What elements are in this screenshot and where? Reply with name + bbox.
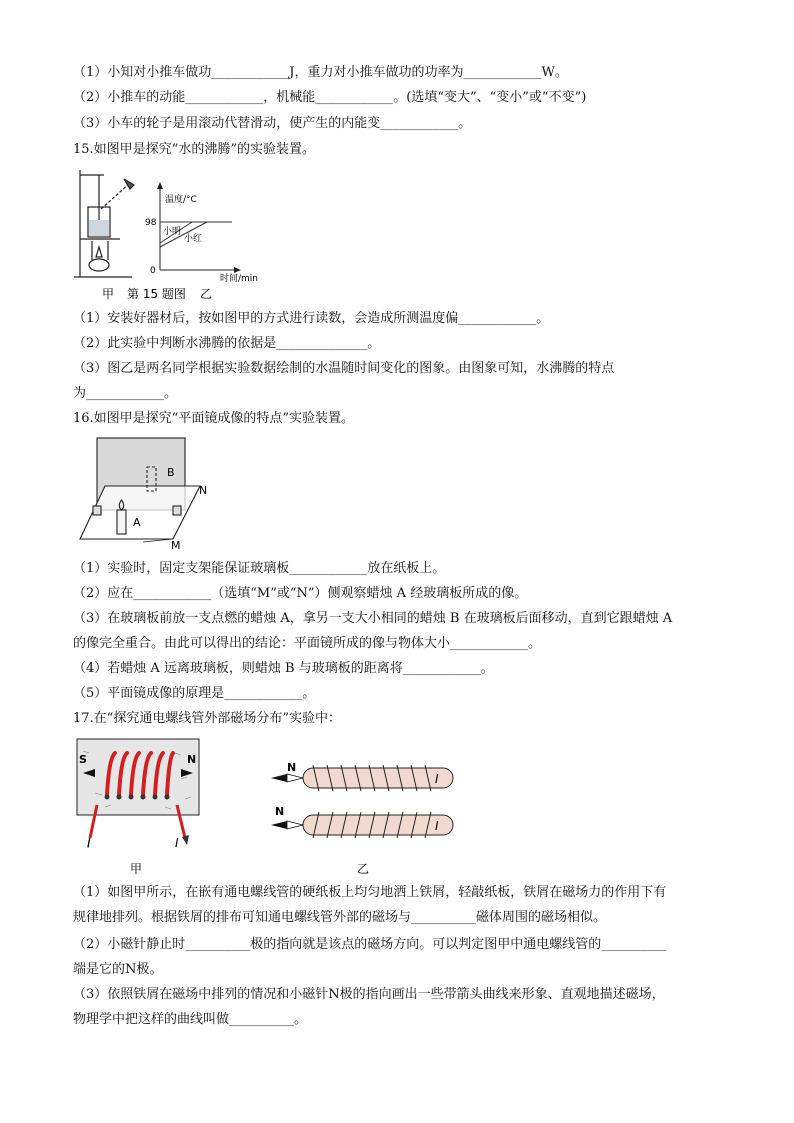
q16-2: （2）应在____________（选填“M”或“N”）侧观察蜡烛 A 经玻璃板所成的像。 [73, 586, 528, 601]
temperature-graph [145, 182, 258, 284]
label-jia-17: 甲 [130, 862, 143, 876]
q14-2: （2）小推车的动能____________，机械能____________。(选填“变大”、“变小”或“不变”) [73, 90, 587, 105]
q17-1: （1）如图甲所示，在嵌有通电螺线管的硬纸板上均匀地洒上铁屑，轻敲纸板，铁屑在磁场力的作用下有 [73, 885, 667, 900]
label-yi-17: 乙 [357, 862, 370, 876]
q16-3-cont: 的像完全重合。由此可以得出的结论：平面镜所成的像与物体大小____________。 [73, 636, 542, 651]
figure-16 [75, 434, 225, 552]
q17-2: （2）小磁针静止时__________极的指向就是该点的磁场方向。可以判定图甲中通电螺线管的__________ [73, 937, 667, 952]
figure-15 [72, 165, 262, 305]
x-axis-label: 时间/min [220, 274, 259, 284]
q17-title: 17.在“探究通电螺线管外部磁场分布”实验中： [73, 711, 341, 726]
label-n-bottom: N [275, 805, 285, 818]
origin-label: 0 [150, 266, 156, 276]
q15-1: （1）安装好器材后，按如图甲的方式进行读数，会造成所测温度偏____________。 [73, 311, 550, 326]
label-n-photo: N [187, 753, 197, 766]
q17-3: （3）依照铁屑在磁场中排列的情况和小磁针N极的指向画出一些带箭头曲线来形象、直观地描述磁场， [73, 987, 665, 1002]
label-m: M [171, 539, 181, 552]
fig15-label-yi: 乙 [200, 287, 213, 301]
q16-4: （4）若蜡烛 A 远离玻璃板，则蜡烛 B 与玻璃板的距离将____________。 [73, 661, 494, 676]
q17-2-cont: 端是它的N极。 [73, 962, 163, 977]
q15-title: 15.如图甲是探究“水的沸腾”的实验装置。 [73, 142, 315, 157]
figure-17 [75, 733, 465, 883]
q14-1: （1）小知对小推车做功____________J，重力对小推车做功的功率为____________W。 [73, 65, 568, 80]
q14-3: （3）小车的轮子是用滚动代替滑动，使产生的内能变____________。 [73, 116, 472, 131]
q17-3-cont: 物理学中把这样的曲线叫做__________。 [73, 1012, 308, 1027]
label-n-top: N [287, 761, 297, 774]
series-xiaoming: 小明 [163, 227, 182, 237]
q15-2: （2）此实验中判断水沸腾的依据是______________。 [73, 336, 381, 351]
q15-3-cont: 为____________。 [73, 386, 178, 401]
y-axis-label: 温度/°C [165, 195, 197, 205]
y-tick-98: 98 [145, 218, 157, 228]
label-b: B [167, 466, 175, 479]
label-i-top: I [435, 772, 439, 786]
solenoid-bottom [271, 812, 453, 838]
label-n: N [199, 484, 208, 497]
q17-1-cont: 规律地排列。根据铁屑的排布可知通电螺线管外部的磁场与__________磁体周围的磁场相似。 [73, 910, 607, 925]
label-i-left: I [87, 836, 91, 850]
q16-3: （3）在玻璃板前放一支点燃的蜡烛 A，拿另一支大小相同的蜡烛 B 在玻璃板后面移动，直到它跟蜡烛 A [73, 611, 673, 626]
label-i-right: I [175, 836, 179, 850]
candle-a [117, 510, 126, 534]
series-xiaohong: 小红 [184, 234, 203, 244]
label-a: A [133, 516, 141, 529]
label-i-bottom: I [435, 819, 439, 833]
boiling-apparatus [74, 170, 134, 277]
fig15-label-jia: 甲 [102, 287, 115, 301]
label-s: S [79, 753, 87, 766]
q15-3: （3）图乙是两名同学根据实验数据绘制的水温随时间变化的图象。由图象可知，水沸腾的特点 [73, 361, 615, 376]
solenoid-photo [77, 739, 199, 848]
q16-1: （1）实验时，固定支架能保证玻璃板____________放在纸板上。 [73, 561, 446, 576]
q16-title: 16.如图甲是探究“平面镜成像的特点”实验装置。 [73, 411, 354, 426]
q16-5: （5）平面镜成像的原理是____________。 [73, 686, 316, 701]
solenoid-top [271, 765, 453, 791]
fig15-caption: 第 15 题图 [127, 287, 186, 301]
